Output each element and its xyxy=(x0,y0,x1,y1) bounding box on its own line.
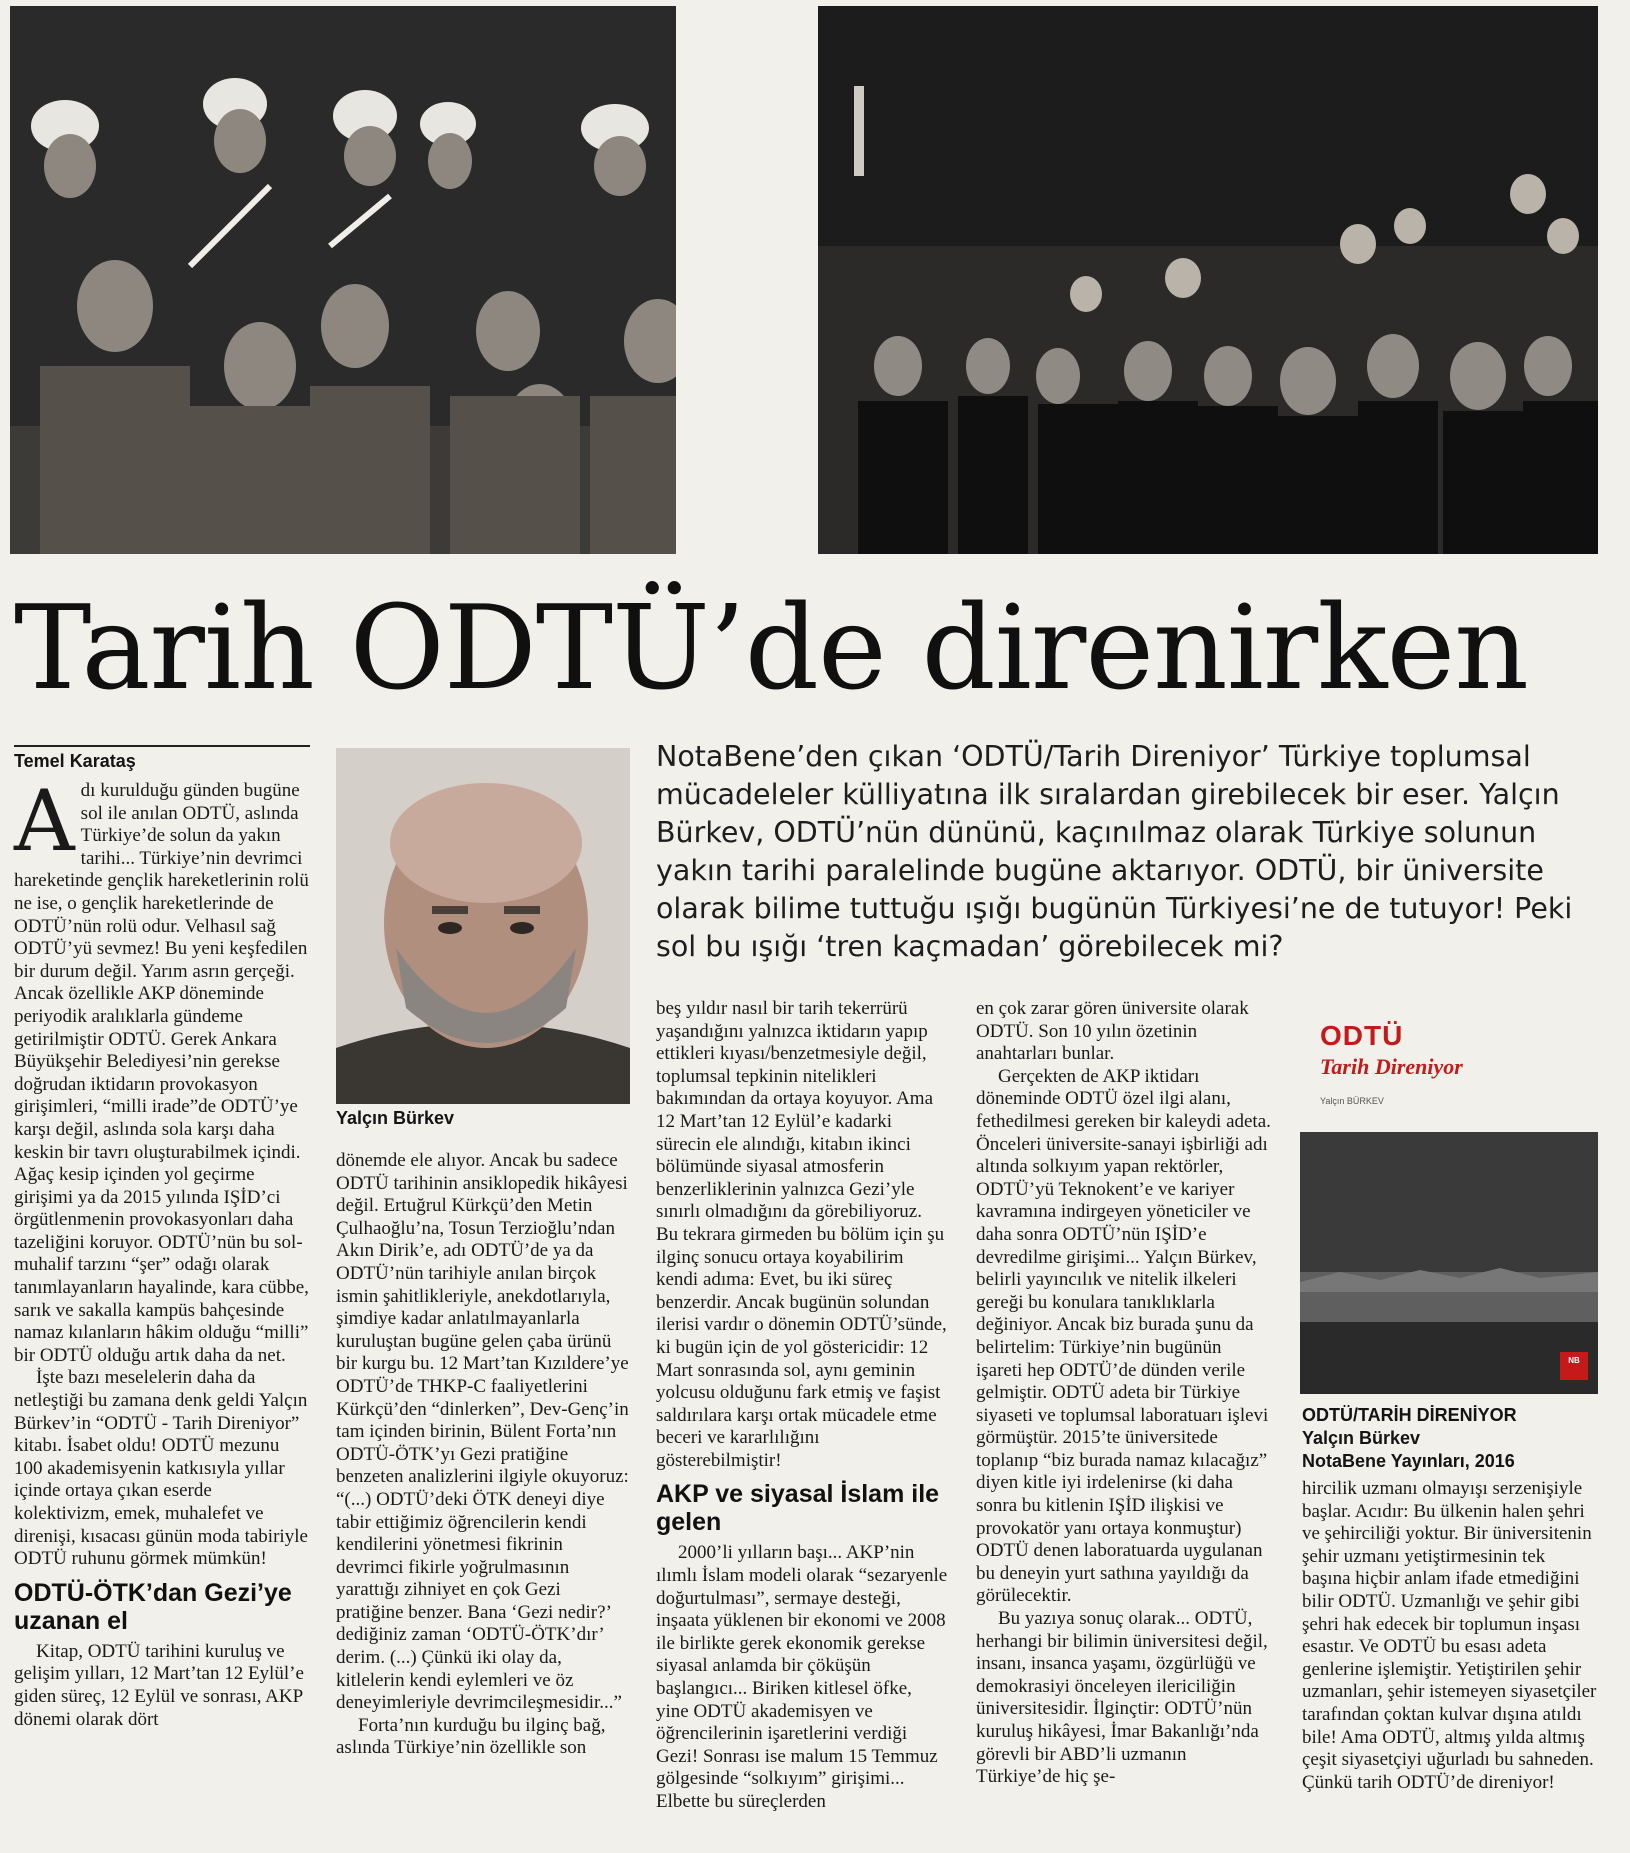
lead-paragraph: NotaBene’den çıkan ‘ODTÜ/Tarih Direniyor’ Türkiye toplumsal mücadeleler külliyatına ilk sıralardan girebilecek bir eser. Yalçın Bürkev, ODTÜ’nün dününü, kaçınılmaz olarak Türkiye solunun yakın tarihi paralelinde bugüne aktarıyor. ODTÜ, bir üniversite olarak bilime tuttuğu ışığı bugünün Türkiyesi’ne de tutuyor! Peki sol bu ışığı ‘tren kaçmadan’ görebilecek mi? xyxy=(656,740,1573,963)
body-column-5 xyxy=(1302,1478,1598,1794)
book-caption-title: ODTÜ/TARİH DİRENİYOR xyxy=(1302,1405,1517,1425)
photo-left-image xyxy=(10,6,676,554)
body-paragraph: İşte bazı meselelerin daha da netleştiği bu zamana denk geldi Yalçın Bürkev’in “ODTÜ - Tarih Direniyor” kitabı. İsabet oldu! ODTÜ mezunu 100 akademisyenin katkısıyla yıllar içinde ortaya çıkan eserde kolektivizm, emek, muhalefet ve direnişi, kısacası günün moda tabiriyle ODTÜ ruhunu görmek mümkün! xyxy=(14,1367,308,1570)
drop-cap: A xyxy=(14,772,75,870)
book-cover-photo xyxy=(1300,1132,1598,1394)
body-column-4 xyxy=(976,998,1272,1789)
paragraph-text: dı kurulduğu günden bugüne sol ile anılan ODTÜ, aslında Türkiye’de solun da yakın tarihi... Türkiye’nin devrimci hareketinde gençlik hareketlerinin rolü ne ise, o gençlik hareketlerinde de ODTÜ’nün rolü odur. Velhasıl sağ ODTÜ’yü sevmez! Bu yeni keşfedilen bir durum değil. Yarım asrın gerçeği. Ancak özellikle AKP döneminde periyodik aralıklarla gündeme getirilmiştir ODTÜ. Gerek Ankara Büyükşehir Belediyesi’nin gerekse doğrudan iktidarın provokasyon girişimleri, “milli irade”de ODTÜ’ye karşı değil, aslında sola karşı daha keskin bir tavrı oluşturabilmek içindi. Ağaç kesip içinden yol geçirme girişimi ya da 2015 yılında IŞİD’ci örgütlenmenin provokasyonları daha tazeliğini koruyor. ODTÜ’nün bu sol-muhalif tarzını “şer” odağı olarak tanımlayanların hayalinde, kara cübbe, sarık ve sakalla kampüs bahçesinde namaz kılanların hâkim olduğu “milli” bir ODTÜ olduğu artık daha da net. xyxy=(14,780,309,1366)
body-paragraph: Bu yazıya sonuç olarak... ODTÜ, herhangi bir bilimin üniversitesi değil, insanı, insanca yaşamı, özgürlüğü ve demokrasiyi önceleyen ilericiliğin üniversitesidir. İlginçtir: ODTÜ’nün kuruluş hikâyesi, İmar Bakanlığı’nda görevli bir ABD’li uzmanın Türkiye’de hiç şe- xyxy=(976,1608,1268,1788)
body-paragraph: Kitap, ODTÜ tarihini kuruluş ve gelişim yılları, 12 Mart’tan 12 Eylül’e giden süreç, 12 Eylül ve sonrası, AKP dönemi olarak dört xyxy=(14,1640,304,1730)
subheading: ODTÜ-ÖTK’dan Gezi’ye uzanan el xyxy=(14,1578,292,1635)
body-paragraph: beş yıldır nasıl bir tarih tekerrürü yaşandığını yalnızca iktidarın yapıp ettikleri kıyası/benzetmesiyle değil, toplumsal tepkinin nitelikleri bakımından da ortaya koyuyor. Ama 12 Mart’tan 12 Eylül’e kadarki sürecin ele alındığı, kitabın ikinci bölümünde siyasal atmosferin benzerliklerinin yalnızca Gezi’yle sınırlı olmadığını da görebiliyoruz. Bu tekrara girmeden bu bölüm için şu ilginç sonucu ortaya koyabilirim kendi adıma: Evet, bu iki süreç benzerdir. Ancak bugünün solundan ilerisi vardır o dönemin ODTÜ’sünde, ki bugün için de yol göstericidir: 12 Mart sonrasında sol, aynı geminin yolcusu olduğunu fark etmiş ve faşist saldırılara karşı ortak mücadele etme beceri ve kararlılığını gösterebilmiştir! xyxy=(656,998,947,1471)
portrait-image xyxy=(336,748,630,1104)
photo-left xyxy=(10,6,676,554)
book-author-small: Yalçın BÜRKEV xyxy=(1320,1096,1384,1106)
publisher-logo: NB xyxy=(1560,1352,1588,1380)
author-portrait xyxy=(336,748,630,1104)
body-paragraph: Gerçekten de AKP iktidarı döneminde ODTÜ özel ilgi alanı, fethedilmesi gereken bir kaleydi adeta. Önceleri üniversite-sanayi işbirliği adı altında solkıyım yapan rektörler, ODTÜ’yü Teknokent’e ve kariyer kavramına indirgeyen yöneticiler ve daha sonra ODTÜ’nün IŞİD’e devredilme girişimi... Yalçın Bürkev, belirli yayıncılık ve nitelik ilkeleri gereği bu konulara tanıklıklarla değiniyor. Ancak biz burada şunu da belirtelim: Türkiye’nin bugünün işareti hep ODTÜ’de dünden verile gelmiştir. ODTÜ adeta bir Türkiye siyaseti ve toplumsal laboratuarı işlevi görmüştür. 2015’te üniversitede toplanıp “biz burada namaz kılacağız” diyen kitle iyi irdelenirse (ki daha sonra bu kitlenin IŞİD ilişkisi ve provokatör yanı ortaya konmuştur) ODTÜ denen laboratuarda uygulanan bu deneyin yurt sathına yayıldığı da görülecektir. xyxy=(976,1065,1271,1607)
book-caption xyxy=(1302,1404,1602,1473)
body-column-2 xyxy=(336,1150,630,1760)
photo-right-image xyxy=(818,6,1598,554)
body-paragraph: en çok zarar gören üniversite olarak ODTÜ. Son 10 yılın özetinin anahtarları bunlar. xyxy=(976,998,1249,1065)
author-byline: Temel Karataş xyxy=(14,745,310,772)
book-caption-author: Yalçın Bürkev xyxy=(1302,1428,1421,1448)
body-paragraph: dönemde ele alıyor. Ancak bu sadece ODTÜ tarihinin ansiklopedik hikâyesi değil. Ertuğrul Kürkçü’den Metin Çulhaoğlu’na, Tosun Terzioğlu’ndan Akın Dirik’e, adı ODTÜ’de ya da ODTÜ’nün tarihiyle anılan birçok ismin şahitlikleriyle, anekdotlarıyla, şimdiye kadar anlatılmayanlarla kuruluştan bugüne gelen çaba ürünü bir kurgu bu. 12 Mart’tan Kızıldere’ye ODTÜ’de THKP-C faaliyetlerini Kürkçü’den “dinlerken”, Dev-Genç’in tam içinden birinin, Bülent Forta’nın ODTÜ-ÖTK’yı Gezi pratiğine benzeten analizlerini ilgiyle okuyoruz: “(...) ODTÜ’deki ÖTK deneyi diye tabir ettiğimiz öğrencilerin kendi kendilerini yönetmesi fikrinin devrimci fikirle yoğrulmasının yarattığı zihniyet en çok Gezi pratiğine benzer. Bana ‘Gezi nedir?’ dediğiniz zaman ‘ODTÜ-ÖTK’dır’ derim. (...) Çünkü iki olay da, kitlelerin kendi eylemleri ve öz deneyimleriyle devrimcileşmesidir...” xyxy=(336,1150,629,1714)
subheading: AKP ve siyasal İslam ile gelen xyxy=(656,1480,940,1537)
headline: Tarih ODTÜ’de direnirken xyxy=(14,581,1528,716)
book-subtitle: Tarih Direniyor xyxy=(1320,1054,1463,1079)
portrait-caption: Yalçın Bürkev xyxy=(336,1108,455,1128)
photo-right xyxy=(818,6,1598,554)
body-paragraph: hircilik uzmanı olmayışı serzenişiyle başlar. Acıdır: Bu ülkenin halen şehri ve şehirciliği yoktur. Bir üniversitenin şehir uzmanı yetiştirmesinin tek başına hiçbir anlam ifade etmediğini bilir ODTÜ. Uzmanlığı ve şehir gibi şehri hak edecek bir toplumun inşası esastır. Ve ODTÜ bu esası adeta genlerine işlemiştir. Yetiştirilen şehir uzmanları, şehir istemeyen siyasetçiler tarafından çoktan kulvar dışına atıldı bile! Ama ODTÜ, altmış yılda altmış çeşit siyasetçiyi uğurladı bu sahneden. Çünkü tarih ODTÜ’de direniyor! xyxy=(1302,1478,1597,1793)
body-paragraph: Forta’nın kurduğu bu ilginç bağ, aslında Türkiye’nin özellikle son xyxy=(336,1714,606,1759)
body-column-1 xyxy=(14,772,312,1731)
body-paragraph xyxy=(14,772,312,1367)
book-brand: ODTÜ xyxy=(1320,1020,1404,1051)
book-cover xyxy=(1300,1010,1600,1395)
book-cover-image xyxy=(1300,1132,1598,1394)
body-column-3 xyxy=(656,998,948,1814)
body-paragraph: 2000’li yılların başı... AKP’nin ılımlı İslam modeli olarak “sezaryenle doğurtulması”, sermaye desteği, inşaata yüklenen bir ekonomi ve 2008 ile birlikte gerek ekonomik gerekse siyasal anlamda bir çöküşün başlangıcı... Biriken kitlesel öfke, yine ODTÜ akademisyen ve öğrencilerinin işaretlerini verdiği Gezi! Sonrası ise malum 15 Temmuz gölgesinde “solkıyım” girişimi... Elbette bu süreçlerden xyxy=(656,1542,948,1812)
book-caption-publisher: NotaBene Yayınları, 2016 xyxy=(1302,1451,1515,1471)
